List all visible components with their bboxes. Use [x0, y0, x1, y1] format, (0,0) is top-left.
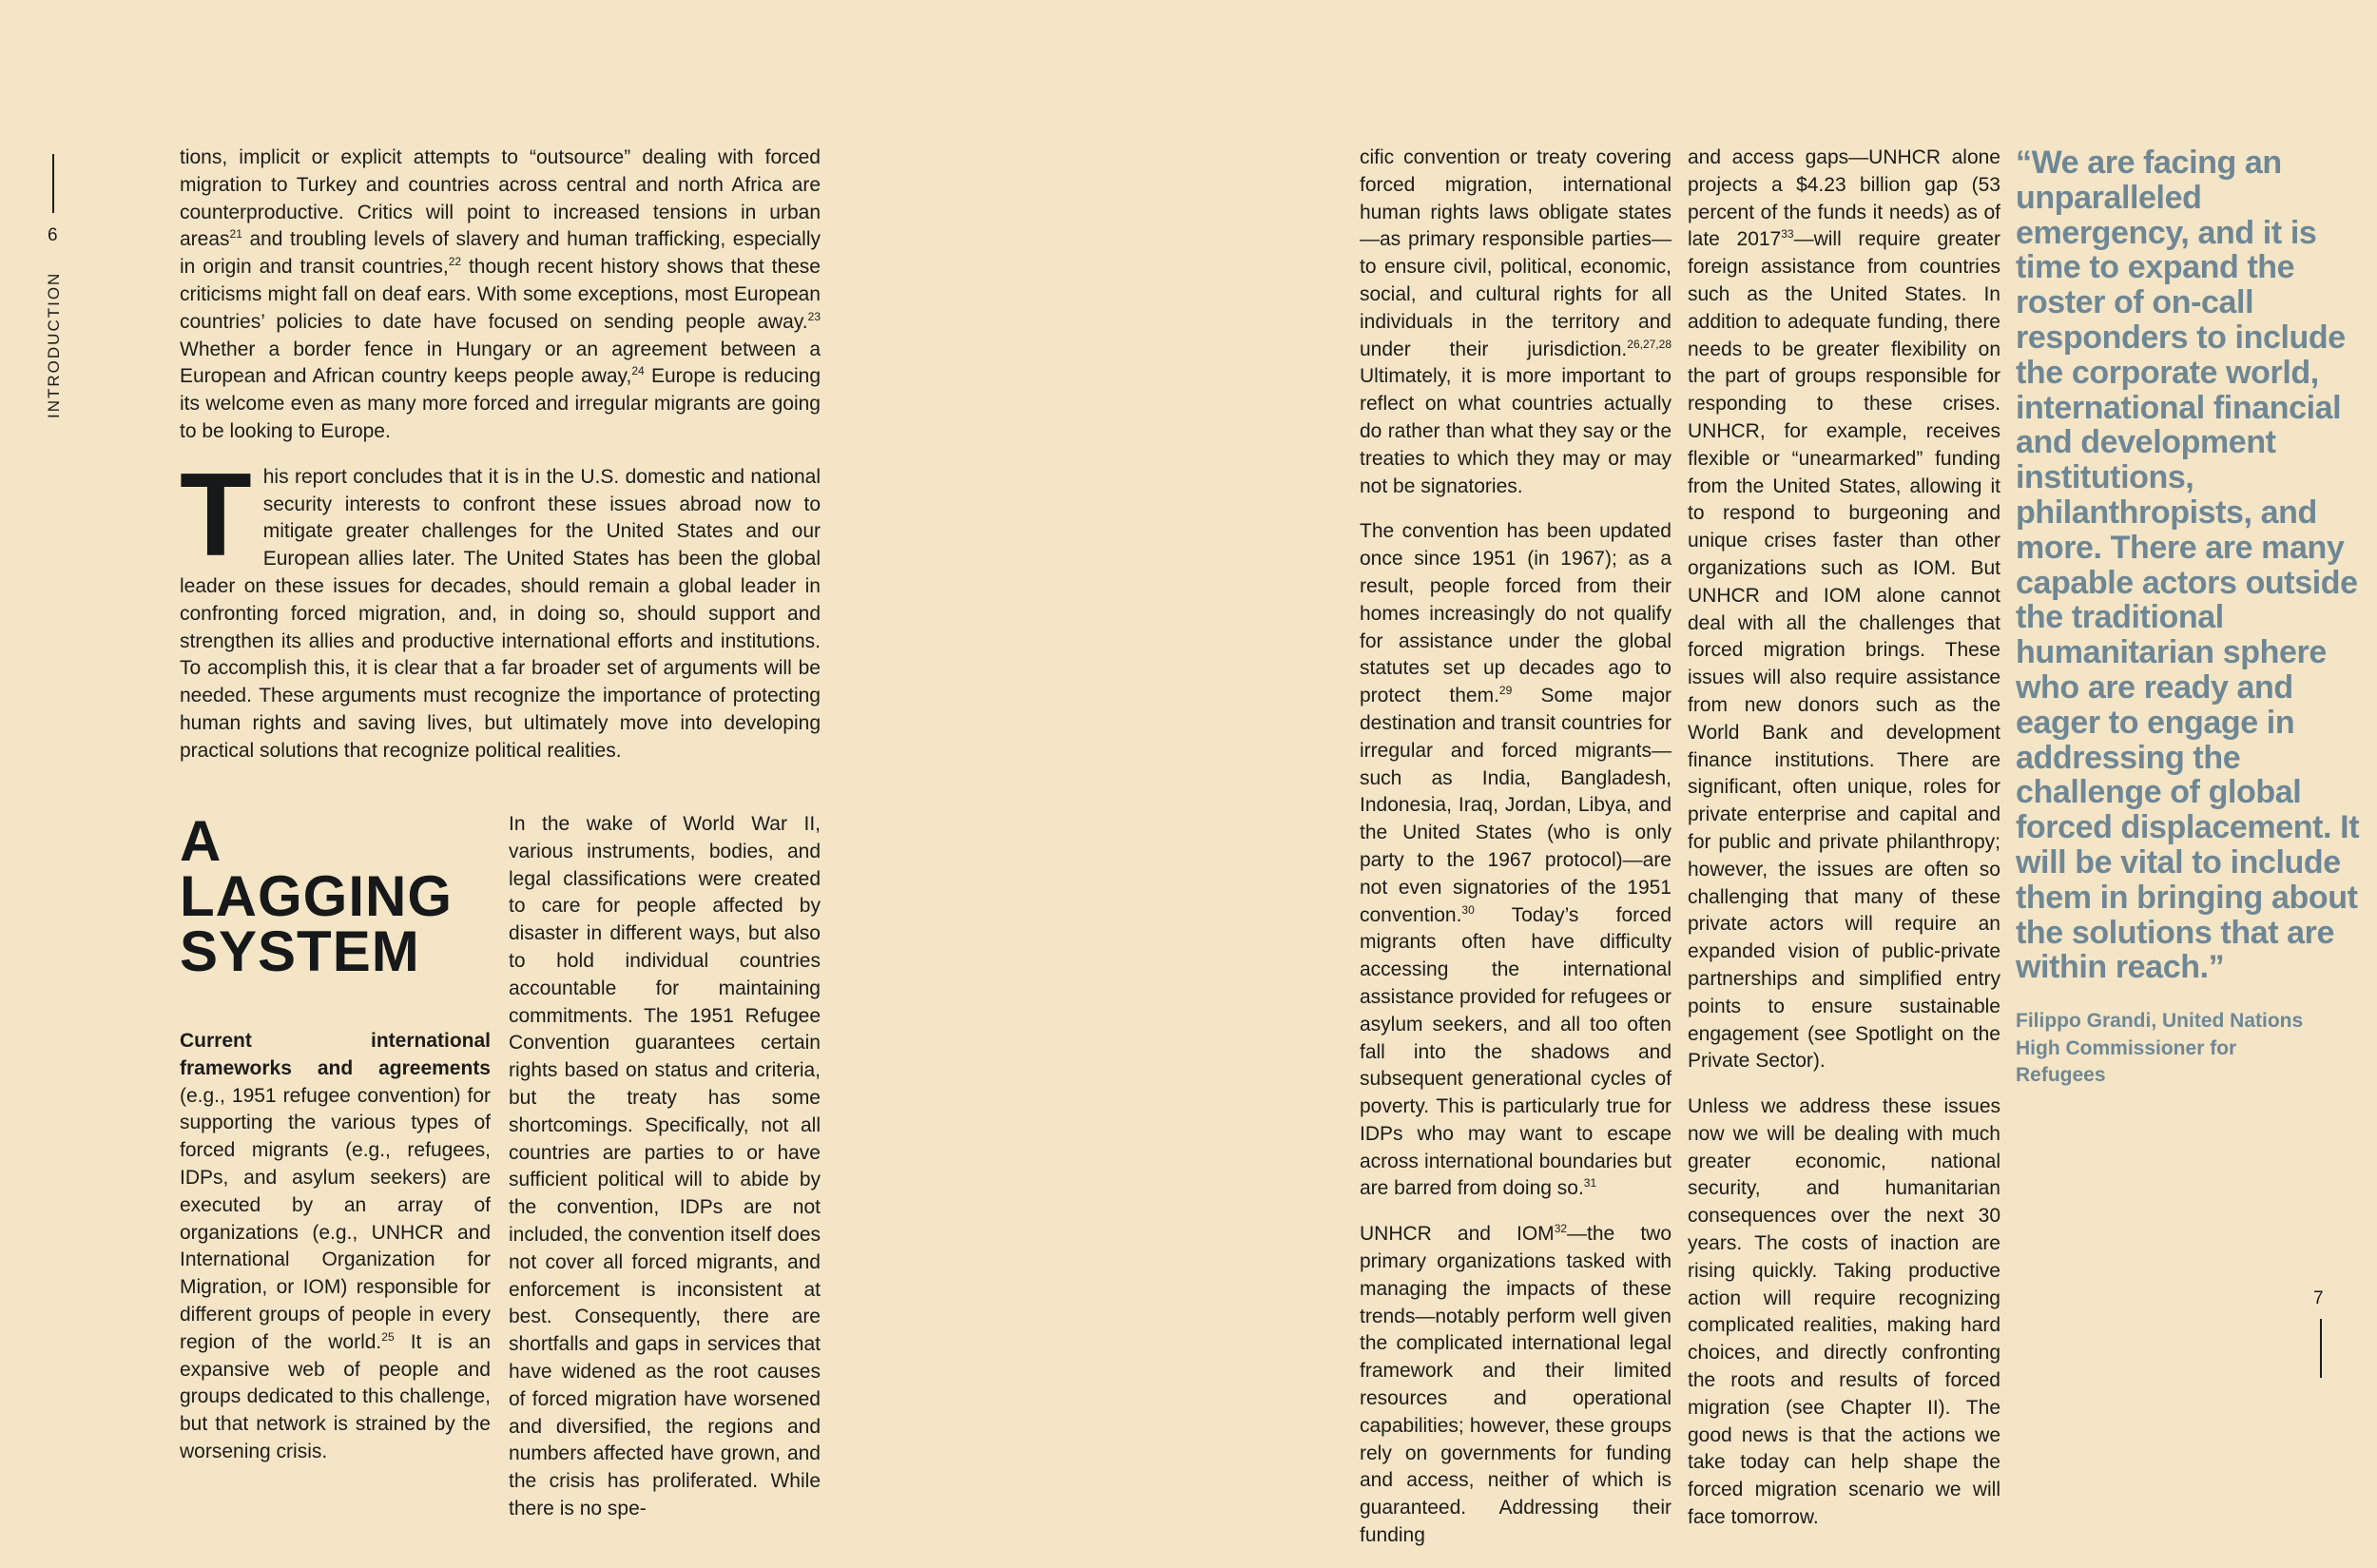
section-label: INTRODUCTION — [45, 271, 63, 418]
page-rule-right — [2320, 1319, 2322, 1378]
right-col2-paragraph-1: and access gaps—UNHCR alone projects a $4.23 billion gap (53 percent of the funds it needs) as of late 2017$^{33}$—will require greater foreign assistance from countries such as the United States. In addition to adequate funding, there needs to be greater flexibility on the part of groups responsible for responding to these crises. UNHCR, for example, receives flexible or “unearmarked” funding from the United States, allowing it to respond to burgeoning and unique crises faster than other organizations such as IOM. But UNHCR and IOM alone cannot deal with all the challenges that forced migration brings. These issues will also require assistance from new donors such as the World Bank and development finance institutions. There are significant, often unique, roles for private enterprise and capital and for public and private philanthropy; however, the issues are often so challenging that many of these private actors will require an expanded vision of public-private partnerships and simplified entry points to ensure sustainable engagement (see Spotlight on the Private Sector). — [1688, 146, 2000, 1073]
frameworks-paragraph: Current international frameworks and agreements (e.g., 1951 refugee convention) for supporting the various types of forced migrants (e.g., refugees, IDPs, and asylum seekers) are executed by an array of organizations (e.g., UNHCR and International Organization for Migration, or IOM) responsible for different groups of people in every region of the world.$^{25}$ It is an expansive web of people and groups dedicated to this challenge, but that network is strained by the worsening crisis. — [180, 1030, 492, 1462]
right-col1-paragraph-2: The convention has been updated once since 1951 (in 1967); as a result, people forced from their homes increasingly do not qualify for assistance under the global statutes set up decades ago to protect them.$^{29}$ Some major destination and transit countries for irregular and forced migrants—such as India, Bangladesh, Indonesia, Iraq, Jordan, Libya, and the United States (who is only party to the 1967 protocol)—are not even signatories of the 1951 convention.$^{30}$ Today’s forced migrants often have difficulty accessing the international assistance provided for refugees or asylum seekers, and all too often fall into the shadows and subsequent generational cycles of poverty. This is particularly true for IDPs who may want to escape across international boundaries but are barred from doing so.$^{31}$ — [1360, 520, 1672, 1200]
page-number-right: 7 — [2313, 1288, 2324, 1308]
right-col1-paragraph-3: UNHCR and IOM$^{32}$—the two primary organizations tasked with managing the impacts of these trends—notably perform well given the complicated international legal framework and their limited resources and operational capabilities; however, these groups rely on governments for funding and access, neither of which is guaranteed. Addressing their funding — [1360, 1222, 1672, 1547]
pull-quote — [2016, 145, 2373, 1090]
page-rule-left — [52, 154, 54, 213]
right-col1-paragraph-1: cific convention or treaty covering forced migration, international human rights laws obligate states—as primary responsible parties—to ensure civil, political, economic, social, and cultural rights for all individuals in the territory and under their jurisdiction.$^{26,27,28}$ Ultimately, it is more important to reflect on what countries actually do rather than what they say or the treaties to which they may or may not be signatories. — [1360, 146, 1672, 497]
right-column-2 — [1688, 145, 2000, 1550]
right-col2-paragraph-2: Unless we address these issues now we will be dealing with much greater economic, national security, and humanitarian consequences over the next 30 years. The costs of inaction are rising quickly. Taking productive action will require recognizing complicated realities, making hard choices, and directly confronting the roots and results of forced migration (see Chapter II). The good news is that the actions we take today can help shape the forced migration scenario we will face tomorrow. — [1688, 1095, 2000, 1529]
page-number-left: 6 — [48, 225, 58, 245]
drop-cap: T — [180, 449, 252, 581]
section-heading: A LAGGING SYSTEM — [180, 809, 453, 983]
pull-quote-attribution: Filippo Grandi, United Nations High Commissioner for Refugees — [2016, 1010, 2304, 1087]
intro-paragraph-2: This report concludes that it is in the U.S. domestic and national security interests to confront these issues abroad now to mitigate greater challenges for the United States and our European allies later. The United States has been the global leader on these issues for decades, should remain a global leader in confronting forced migration, and, in doing so, should support and strengthen its allies and productive international efforts and institutions. To accomplish this, it is clear that a far broader set of arguments will be needed. These arguments must recognize the importance of protecting human rights and saving lives, but ultimately move into developing practical solutions that recognize political realities. — [180, 449, 821, 762]
ww2-column — [509, 811, 821, 1541]
intro-column — [180, 145, 821, 784]
intro-paragraph-1: tions, implicit or explicit attempts to “outsource” dealing with forced migration to Turkey and countries across central and north Africa are counterproductive. Critics will point to increased tensions in urban areas$^{21}$ and troubling levels of slavery and human trafficking, especially in origin and transit countries,$^{22}$ though recent history shows that these criticisms might fall on deaf ears. With some exceptions, most European countries’ policies to date have focused on sending people away.$^{23}$ Whether a border fence in Hungary or an agreement between a European and African country keeps people away,$^{24}$ Europe is reducing its welcome even as many more forced and irregular migrants are going to be looking to Europe. — [180, 146, 821, 442]
frameworks-column — [180, 1028, 491, 1484]
right-column-1 — [1360, 145, 1672, 1568]
ww2-paragraph: In the wake of World War II, various instruments, bodies, and legal classifications were created to care for people affected by disaster in different ways, but also to hold individual countries accountable for maintaining commitments. The 1951 Refugee Convention guarantees certain rights based on status and criteria, but the treaty has some shortcomings. Specifically, not all countries are parties to or have sufficient political will to abide by the convention, IDPs are not included, the convention itself does not cover all forced migrants, and enforcement is inconsistent at best. Consequently, there are shortfalls and gaps in services that have widened as the root causes of forced migration have worsened and diversified, the regions and numbers affected have grown, and the crisis has proliferated. While there is no spe- — [509, 813, 821, 1520]
pull-quote-text: “We are facing an unparalleled emergency, and it is time to expand the roster of on-call responders to include the corporate world, international financial and development institutions, philanthropists, and more. There are many capable actors outside the traditional humanitarian sphere who are ready and eager to engage in addressing the challenge of global forced displacement. It will be vital to include them in bringing about the solutions that are within reach.” — [2016, 145, 2360, 986]
